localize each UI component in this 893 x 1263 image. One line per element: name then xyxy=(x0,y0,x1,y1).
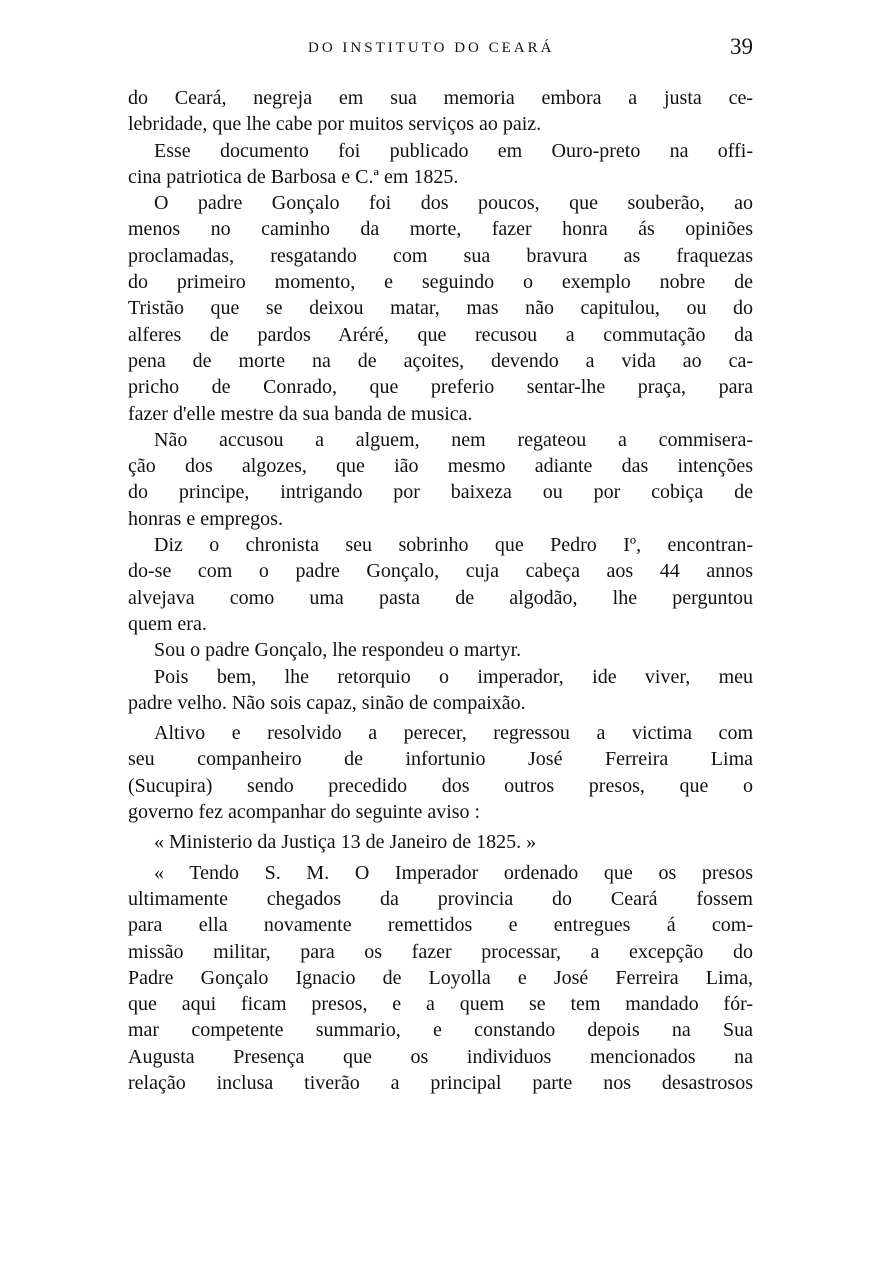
text-line: menos no caminho da morte, fazer honra ás opiniões xyxy=(128,218,753,241)
text-line: Esse documento foi publicado em Ouro-preto na offi- xyxy=(154,139,753,162)
text-line: Não accusou a alguem, nem regateou a commisera- xyxy=(154,428,753,451)
running-head-title: DO INSTITUTO DO CEARÁ xyxy=(308,40,555,56)
text-line: fazer d'elle mestre da sua banda de musica. xyxy=(128,402,473,425)
text-line: lebridade, que lhe cabe por muitos serviços ao paiz. xyxy=(128,113,542,136)
body-text xyxy=(128,85,753,1096)
text-line: do principe, intrigando por baixeza ou por cobiça de xyxy=(128,481,753,504)
text-line: missão militar, para os fazer processar, a excepção do xyxy=(128,940,753,963)
text-line: alferes de pardos Aréré, que recusou a commutação da xyxy=(128,323,753,346)
text-line: alvejava como uma pasta de algodão, lhe perguntou xyxy=(128,586,753,609)
text-line: ção dos algozes, que ião mesmo adiante das intenções xyxy=(128,455,753,478)
text-line: Pois bem, lhe retorquio o imperador, ide viver, meu xyxy=(154,665,753,688)
text-line: mar competente summario, e constando depois na Sua xyxy=(128,1019,753,1042)
text-line: Tristão que se deixou matar, mas não capitulou, ou do xyxy=(128,297,753,320)
text-line: relação inclusa tiverão a principal parte nos desastrosos xyxy=(128,1071,753,1094)
running-head xyxy=(128,34,753,64)
text-line: que aqui ficam presos, e a quem se tem mandado fór- xyxy=(128,993,753,1016)
text-line: « Ministerio da Justiça 13 de Janeiro de 1825. » xyxy=(154,831,537,854)
text-line: para ella novamente remettidos e entregues á com- xyxy=(128,914,753,937)
text-line: seu companheiro de infortunio José Ferreira Lima xyxy=(128,748,753,771)
text-line: Augusta Presença que os individuos mencionados na xyxy=(128,1045,753,1068)
text-line: do Ceará, negreja em sua memoria embora a justa ce- xyxy=(128,87,753,109)
text-line: O padre Gonçalo foi dos poucos, que souberão, ao xyxy=(154,192,753,215)
text-line: cina patriotica de Barbosa e C.ª em 1825. xyxy=(128,165,459,188)
page-number: 39 xyxy=(730,34,753,59)
text-line: « Tendo S. M. O Imperador ordenado que os presos xyxy=(154,861,753,884)
text-line: governo fez acompanhar do seguinte aviso : xyxy=(128,801,481,824)
text-line: do-se com o padre Gonçalo, cuja cabeça aos 44 annos xyxy=(128,560,753,583)
text-line: pricho de Conrado, que preferio sentar-lhe praça, para xyxy=(128,376,753,399)
text-line: Sou o padre Gonçalo, lhe respondeu o martyr. xyxy=(154,639,522,662)
text-line: do primeiro momento, e seguindo o exemplo nobre de xyxy=(128,271,753,294)
text-line: quem era. xyxy=(128,612,207,635)
text-line: Diz o chronista seu sobrinho que Pedro Iº, encontran- xyxy=(154,534,753,557)
text-line: Altivo e resolvido a perecer, regressou a victima com xyxy=(154,722,753,745)
text-line: honras e empregos. xyxy=(128,507,283,530)
text-line: Padre Gonçalo Ignacio de Loyolla e José Ferreira Lima, xyxy=(128,966,753,989)
text-line: ultimamente chegados da provincia do Ceará fossem xyxy=(128,887,753,910)
text-line: padre velho. Não sois capaz, sinão de compaixão. xyxy=(128,691,526,714)
text-line: (Sucupira) sendo precedido dos outros presos, que o xyxy=(128,774,753,797)
text-line: proclamadas, resgatando com sua bravura as fraquezas xyxy=(128,244,753,267)
text-line: pena de morte na de açoites, devendo a vida ao ca- xyxy=(128,349,753,372)
